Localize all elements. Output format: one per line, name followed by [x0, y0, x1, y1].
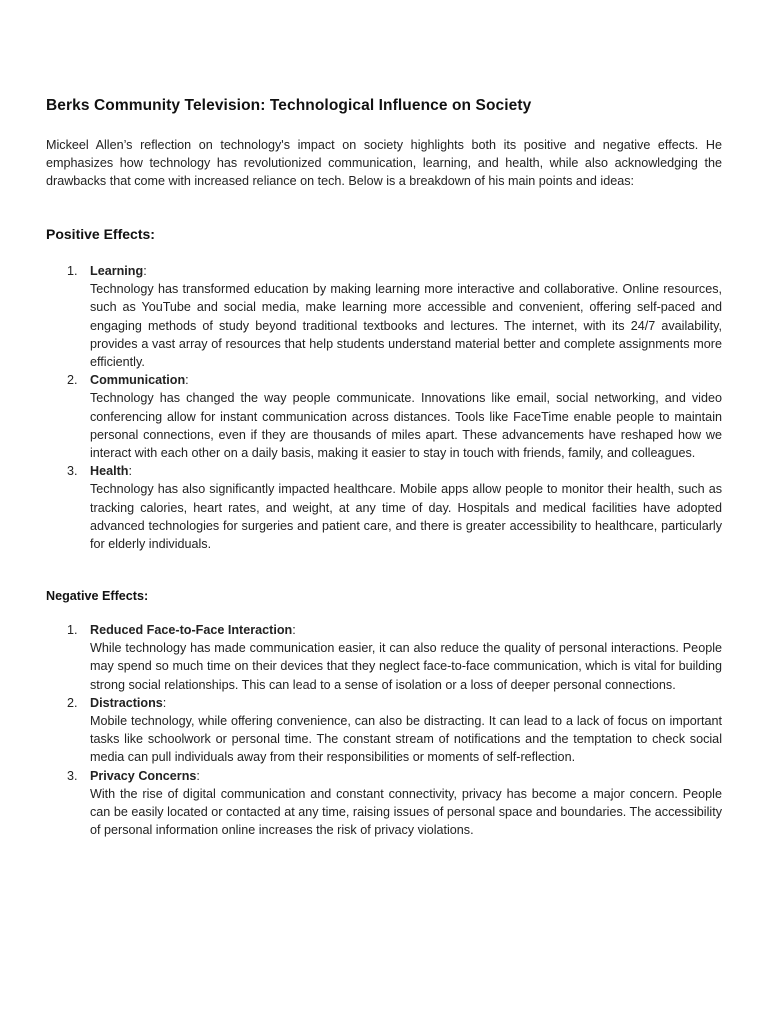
list-item: [46, 262, 722, 371]
list-item-body: While technology has made communication easier, it can also reduce the quality of personal interactions. People may spend so much time on their devices that they neglect face-to-face communication, which is vital for building strong social relationships. This can lead to a sense of isolation or a loss of deeper personal connections.: [90, 641, 722, 692]
list-item-number: 1.: [67, 264, 78, 278]
list-item-colon: :: [128, 464, 132, 479]
positive-effects-heading: Positive Effects:: [46, 226, 155, 242]
list-item: [46, 621, 722, 694]
list-item-colon: :: [143, 264, 147, 278]
list-item-body: Technology has changed the way people communicate. Innovations like email, social networking, and video conferencing allow for instant communication across distances. Tools like FaceTime enable people to maintain personal connections, even if they are thousands of miles apart. These advancements have reshaped how we interact with each other on a daily basis, making it easier to stay in touch with friends, family, and colleagues.: [90, 391, 722, 461]
list-item-title: Health: [90, 464, 129, 479]
list-item-number: 2.: [67, 373, 78, 388]
list-item: [46, 767, 722, 840]
list-item: [46, 462, 722, 553]
list-item-colon: :: [292, 623, 296, 637]
positive-effects-list: [46, 262, 722, 553]
intro-paragraph: Mickeel Allen’s reflection on technology's impact on society highlights both its positive and negative effects. He emphasizes how technology has revolutionized communication, learning, and health, while also acknowledging the drawbacks that come with increased reliance on tech. Below is a breakdown of his main points and ideas:: [46, 138, 722, 189]
list-item-body: With the rise of digital communication and constant connectivity, privacy has become a major concern. People can be easily located or contacted at any time, raising issues of personal space and boundaries. The accessibility of personal information online increases the risk of privacy violations.: [90, 786, 722, 838]
list-item-number: 2.: [67, 695, 78, 710]
list-item-number: 3.: [67, 464, 78, 479]
list-item-body: Technology has transformed education by making learning more interactive and collaborative. Online resources, such as YouTube and social media, make learning more accessible and convenient, offering self-paced and engaging methods of study beyond traditional textbooks and lectures. The internet, with its 24/7 availability, provides a vast array of resources that help students understand material better and complete assignments more efficiently.: [90, 282, 722, 370]
list-item-number: 3.: [67, 768, 78, 783]
list-item-colon: :: [185, 373, 189, 388]
negative-effects-heading: Negative Effects:: [46, 589, 149, 603]
list-item-title: Distractions: [90, 695, 163, 710]
negative-effects-list: [46, 621, 722, 839]
list-item-colon: :: [196, 768, 200, 783]
list-item-number: 1.: [67, 623, 78, 637]
list-item-colon: :: [162, 695, 167, 710]
document-title: Berks Community Television: Technological Influence on Society: [46, 97, 532, 114]
list-item-body: Technology has also significantly impacted healthcare. Mobile apps allow people to monitor their health, such as tracking calories, heart rates, and weight, at any time of day. Hospitals and medical facilities have adopted advanced technologies for surgeries and patient care, and there is greater accessibility to healthcare, particularly for elderly individuals.: [90, 482, 722, 552]
list-item-body: Mobile technology, while offering convenience, can also be distracting. It can lead to a lack of focus on important tasks like schoolwork or personal time. The constant stream of notifications and the temptation to check social media can pull individuals away from their responsibilities or moments of self-reflection.: [90, 714, 722, 765]
list-item-title: Communication: [90, 373, 186, 388]
list-item-title: Learning: [90, 264, 144, 278]
list-item: [46, 371, 722, 462]
list-item-title: Reduced Face-to-Face Interaction: [90, 623, 293, 637]
list-item-title: Privacy Concerns: [90, 768, 197, 783]
list-item: [46, 694, 722, 767]
